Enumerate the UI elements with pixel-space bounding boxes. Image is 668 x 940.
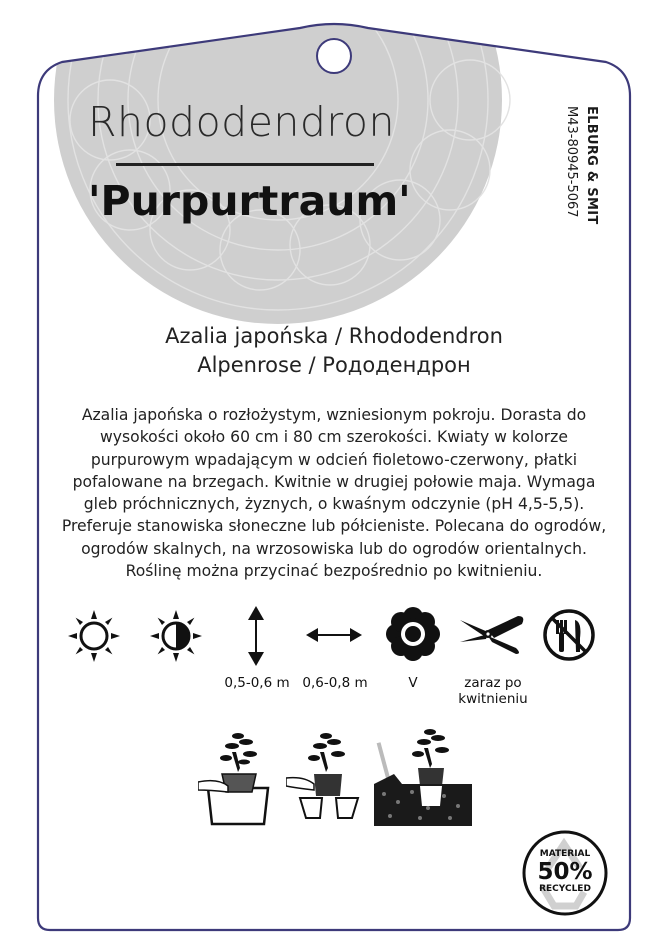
title-genus: Rhododendron — [88, 98, 395, 146]
height-caption: 0,5-0,6 m — [224, 675, 290, 691]
title-divider — [116, 163, 374, 166]
flowering-month-caption: V — [408, 675, 418, 691]
title-cultivar: 'Purpurtraum' — [88, 177, 411, 225]
planting-step-remove-pot-icon — [286, 728, 368, 826]
banner-circle — [54, 0, 502, 324]
pruning-shears-icon — [458, 612, 526, 658]
common-names-line2: Alpenrose / Рододендрон — [197, 353, 471, 377]
flower-icon — [385, 606, 441, 662]
brand-name: ELBURG & SMIT — [584, 106, 599, 225]
width-caption: 0,6-0,8 m — [302, 675, 368, 691]
not-edible-icon — [542, 608, 596, 662]
description: Azalia japońska o rozłożystym, wzniesionym pokroju. Dorasta do wysokości około 60 cm i 80 cm szerokości. Kwiaty w kolorze purpurowym wpadającym w odcień fioletowo-czerwony, płatki pofalowane na brzegach. Kwitnie w drugiej połowie maja. Wymaga gleb próchnicznych, żyznych, o kwaśnym odczynie (pH 4,5-5,5). Preferuje stanowiska słoneczne lub półcieniste. Polecana do ogrodów, ogrodów skalnych, na wrzosowiska lub do ogrodów orientalnych. Roślinę można przycinać bezpośrednio po kwitnieniu. — [61, 406, 607, 581]
recycled-material-badge — [520, 828, 610, 918]
planting-step-pot-icon — [198, 728, 280, 826]
pruning-caption-line1: zaraz po — [464, 675, 522, 691]
partial-shade-icon — [150, 610, 202, 662]
common-names-line1: Azalia japońska / Rhododendron — [165, 324, 503, 348]
badge-percent: 50% — [537, 859, 593, 885]
badge-bottom-text: RECYCLED — [539, 884, 591, 894]
height-arrow-icon — [244, 606, 268, 666]
product-code: M43-80945-5067 — [564, 106, 579, 218]
planting-step-ground-icon — [374, 728, 472, 826]
width-arrow-icon — [306, 624, 362, 646]
side-code — [556, 106, 616, 238]
full-sun-icon — [68, 610, 120, 662]
pruning-caption-line2: kwitnieniu — [458, 691, 528, 707]
hang-hole — [317, 39, 351, 73]
badge-top-text: MATERIAL — [539, 849, 591, 859]
